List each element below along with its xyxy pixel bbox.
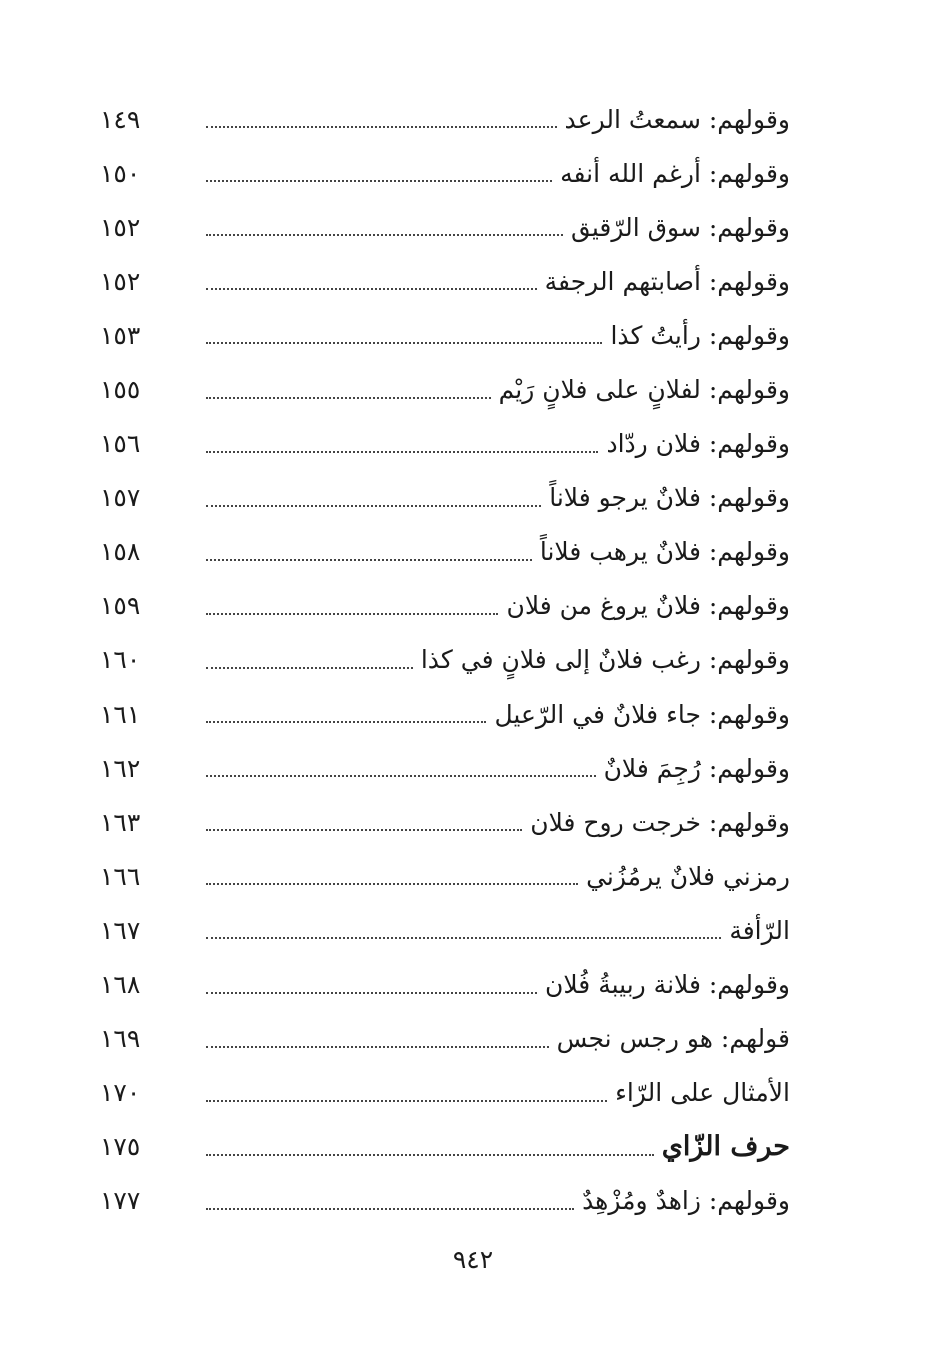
dot-leader <box>206 126 557 128</box>
toc-row <box>100 254 790 308</box>
page-number: ١٦٧ <box>100 915 141 945</box>
entry-title: وقولهم: جاء فلانٌ في الرّعيل <box>494 699 790 729</box>
dot-leader <box>206 451 598 453</box>
toc-row <box>100 633 790 687</box>
dot-leader <box>206 342 602 344</box>
entry-title: وقولهم: رغب فلانٌ إلى فلانٍ في كذا <box>420 645 790 675</box>
entry-title: وقولهم: فلانة ربيبةُ فُلان <box>545 970 790 1000</box>
page-number: ١٥٩ <box>100 591 141 621</box>
toc-row <box>100 362 790 416</box>
dot-leader <box>206 1100 607 1102</box>
toc-row <box>100 471 790 525</box>
page-number: ١٥٦ <box>100 429 141 459</box>
page-number: ١٧٧ <box>100 1186 141 1216</box>
entry-title: وقولهم: سمعتُ الرعد <box>564 104 790 134</box>
page-number: ١٦١ <box>100 699 141 729</box>
page-number: ١٥٥ <box>100 375 141 405</box>
entry-title: وقولهم: فلانٌ يرهب فلاناً <box>539 537 790 567</box>
dot-leader <box>206 829 522 831</box>
entry-title: وقولهم: فلان ردّاد <box>606 429 790 459</box>
entry-title: وقولهم: خرجت روح فلان <box>530 807 790 837</box>
page-number: ١٦٦ <box>100 861 141 891</box>
dot-leader <box>206 613 498 615</box>
toc-row <box>100 741 790 795</box>
toc-row <box>100 1066 790 1120</box>
page-number: ١٥٠ <box>100 158 141 188</box>
page-number: ١٦٨ <box>100 970 141 1000</box>
toc-row <box>100 958 790 1012</box>
toc-row <box>100 146 790 200</box>
dot-leader <box>206 992 537 994</box>
page-number: ١٥٢ <box>100 266 141 296</box>
dot-leader <box>206 234 563 236</box>
entry-title: وقولهم: أصابتهم الرجفة <box>544 266 790 296</box>
entry-title: وقولهم: رأيتُ كذا <box>610 320 790 350</box>
dot-leader <box>206 1154 654 1156</box>
toc-row <box>100 525 790 579</box>
entry-title: رمزني فلانٌ يرمُزُني <box>586 861 790 891</box>
toc-row <box>100 579 790 633</box>
dot-leader <box>206 667 413 669</box>
toc-row <box>100 417 790 471</box>
entry-title: وقولهم: فلانٌ يرجو فلاناً <box>549 483 790 513</box>
page-number: ١٥٣ <box>100 320 141 350</box>
page-number: ١٦٣ <box>100 807 141 837</box>
dot-leader <box>206 180 552 182</box>
toc-row <box>100 308 790 362</box>
page-number: ١٥٢ <box>100 212 141 242</box>
entry-title: وقولهم: لفلانٍ على فلانٍ رَيْم <box>498 375 790 405</box>
entry-title: قولهم: هو رجس نجس <box>556 1024 790 1054</box>
page-number: ١٤٩ <box>100 104 141 134</box>
entry-title: وقولهم: أرغم الله أنفه <box>560 158 790 188</box>
toc-row <box>100 849 790 903</box>
toc-row <box>100 1174 790 1228</box>
page-number: ١٦٠ <box>100 645 141 675</box>
entry-title: الرّأفة <box>729 915 790 945</box>
entry-title: وقولهم: زاهدٌ ومُزْهِدٌ <box>582 1186 790 1216</box>
dot-leader <box>206 775 596 777</box>
page-number: ١٧٠ <box>100 1078 141 1108</box>
page-number: ١٧٥ <box>100 1132 141 1162</box>
toc-row <box>100 200 790 254</box>
section-heading: حرف الزّاي <box>661 1131 790 1163</box>
toc-row <box>100 1012 790 1066</box>
toc-row <box>100 903 790 957</box>
dot-leader <box>206 505 541 507</box>
entry-title: وقولهم: رُجِمَ فلانٌ <box>603 753 790 783</box>
dot-leader <box>206 397 491 399</box>
entry-title: وقولهم: فلانٌ يروغ من فلان <box>506 591 790 621</box>
entry-title: الأمثال على الرّاء <box>615 1078 790 1108</box>
entry-title: وقولهم: سوق الرّقيق <box>571 212 790 242</box>
page-number: ١٦٢ <box>100 753 141 783</box>
dot-leader <box>206 1046 549 1048</box>
page-number: ١٥٧ <box>100 483 141 513</box>
page-number: ١٥٨ <box>100 537 141 567</box>
dot-leader <box>206 721 486 723</box>
dot-leader <box>206 883 578 885</box>
dot-leader <box>206 288 537 290</box>
page-folio: ٩٤٢ <box>452 1245 494 1274</box>
dot-leader <box>206 937 721 939</box>
table-of-contents <box>100 92 790 1228</box>
toc-row <box>100 687 790 741</box>
toc-row-heading <box>100 1120 790 1174</box>
toc-row <box>100 92 790 146</box>
dot-leader <box>206 559 532 561</box>
toc-row <box>100 795 790 849</box>
dot-leader <box>206 1208 574 1210</box>
page-number: ١٦٩ <box>100 1024 141 1054</box>
